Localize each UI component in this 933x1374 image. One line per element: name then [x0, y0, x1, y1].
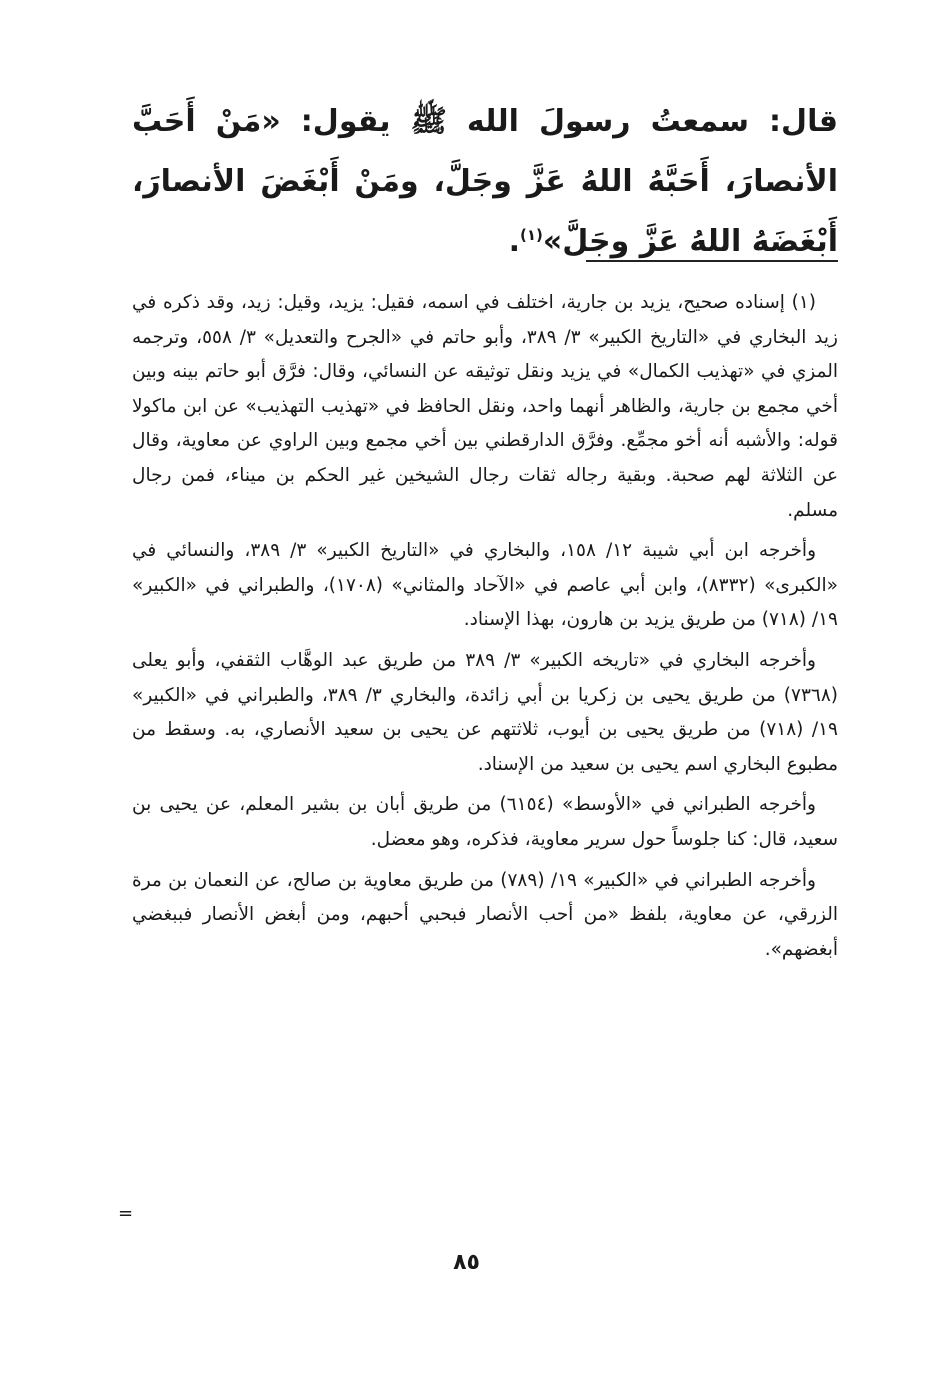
page-number: ٨٥ — [453, 1250, 480, 1275]
hadith-end-punctuation: . — [508, 224, 520, 259]
footnotes-section — [132, 286, 838, 973]
footnote-paragraph-4: وأخرجه الطبراني في «الأوسط» (٦١٥٤) من طريق أبان بن بشير المعلم، عن يحيى بن سعيد، قال: كنا جلوساً حول سرير معاوية، فذكره، وهو معضل. — [132, 794, 838, 850]
footnote-paragraph-2: وأخرجه ابن أبي شيبة ١٢/ ١٥٨، والبخاري في «التاريخ الكبير» ٣/ ٣٨٩، والنسائي في «الكبرى» (٨٣٣٢)، وابن أبي عاصم في «الآحاد والمثاني» (١٧٠٨)، والطبراني في «الكبير» ١٩/ (٧١٨) من طريق يزيد بن هارون، بهذا الإسناد. — [132, 540, 838, 631]
footnote-reference[interactable]: (١) — [519, 226, 543, 244]
footnote-separator — [586, 260, 838, 262]
footnote-paragraph-3: وأخرجه البخاري في «تاريخه الكبير» ٣/ ٣٨٩ من طريق عبد الوهَّاب الثقفي، وأبو يعلى (٧٣٦٨) من طريق يحيى بن زكريا بن أبي زائدة، والبخاري ٣/ ٣٨٩، والطبراني في «الكبير» ١٩/ (٧١٨) من طريق يحيى بن أيوب، ثلاثتهم عن يحيى بن سعيد الأنصاري، به. وسقط من مطبوع البخاري اسم يحيى بن سعيد من الإسناد. — [132, 649, 838, 775]
main-hadith-text — [132, 92, 838, 272]
footnote-paragraph-1: (١) إسناده صحيح، يزيد بن جارية، اختلف في اسمه، فقيل: يزيد، وقيل: زيد، وقد ذكره في زيد البخاري في «التاريخ الكبير» ٣/ ٣٨٩، وأبو حاتم في «الجرح والتعديل» ٣/ ٥٥٨، وترجمه المزي في «تهذيب الكمال» في يزيد ونقل توثيقه عن النسائي، وقال: فرَّق أبو حاتم بينه وبين أخي مجمع بن جارية، والظاهر أنهما واحد، ونقل الحافظ في «تهذيب التهذيب» عن ابن ماكولا قوله: والأشبه أنه أخو مجمِّع. وفرَّق الدارقطني بين أخي مجمع وبين الراوي عن معاوية، وقال عن الثلاثة لهم صحبة. وبقية رجاله ثقات رجال الشيخين غير الحكم بن ميناء، فمن رجال مسلم. — [132, 292, 838, 521]
footnote-paragraph-5: وأخرجه الطبراني في «الكبير» ١٩/ (٧٨٩) من طريق معاوية بن صالح، عن النعمان بن مرة الزرقي، عن معاوية، بلفظ «من أحب الأنصار فبحبي أحبهم، ومن أبغض الأنصار فببغضي أبغضهم». — [132, 869, 838, 960]
hadith-body: قال: سمعتُ رسولَ الله ﷺ يقول: «مَنْ أَحَبَّ الأنصارَ، أَحَبَّهُ اللهُ عَزَّ وجَلَّ، ومَنْ أَبْغَضَ الأنصارَ، أَبْغَضَهُ اللهُ عَزَّ وجَلَّ» — [132, 104, 838, 259]
continuation-mark: = — [118, 1203, 134, 1224]
